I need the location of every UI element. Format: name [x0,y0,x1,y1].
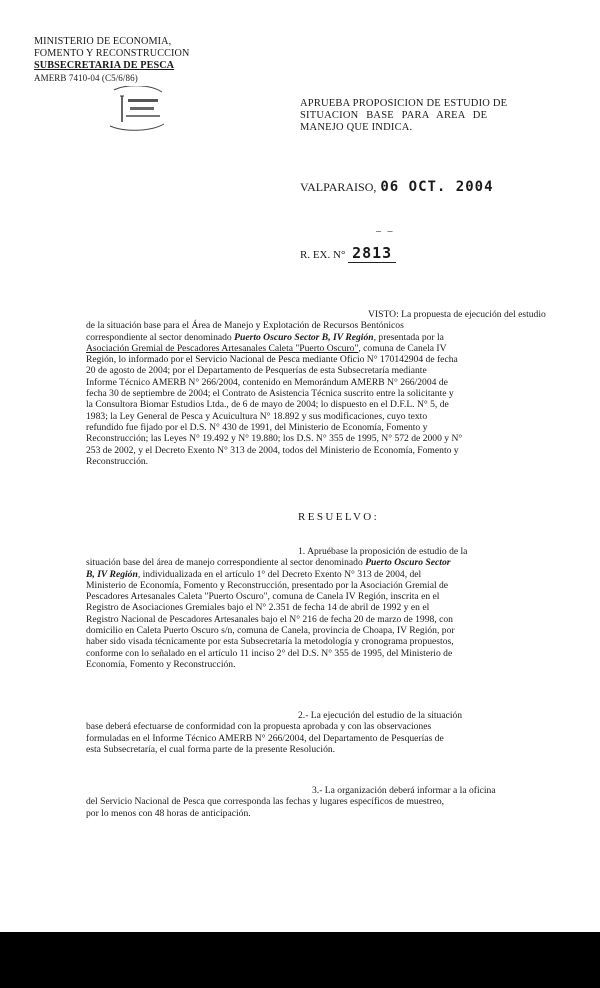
point-1-line: Economía, Fomento y Reconstrucción. [86,658,236,670]
visto-line: la Consultora Biomar Estudios Ltda., de 6 de mayo de 2004; lo dispuesto en el D.F.L. N° 5, de [86,399,449,411]
point-3-paragraph [86,785,496,819]
point-2-paragraph [86,710,462,755]
visto-line: fecha 30 de septiembre de 2004; el Contrato de Asistencia Técnica suscrito entre la solicitante y [86,388,454,400]
point-2-line: formuladas en el Informe Técnico AMERB N° 266/2004, del Departamento de Pesquerías de [86,732,444,744]
visto-line: Región, lo informado por el Servicio Nacional de Pesca mediante Oficio N° 170142904 de fecha [86,354,458,366]
visto-line: 1983; la Ley General de Pesca y Acuicultura N° 18.892 y sus modificaciones, cuyo texto [86,410,428,422]
point-3-line: por lo menos con 48 horas de anticipación. [86,807,251,819]
point-1-line: conforme con lo señalado en el artículo 11 inciso 2° del D.S. N° 355 de 1995, del Ministerio de [86,647,453,659]
subject-line-1: APRUEBA PROPOSICION DE ESTUDIO DE [300,98,508,109]
visto-line: refundido fue fijado por el D.S. N° 430 de 1991, del Ministerio de Economía, Fomento y [86,421,428,433]
visto-line: Reconstrucción. [86,455,149,467]
resolution-number [300,244,396,262]
visto-paragraph [86,309,546,467]
visto-line: VISTO: La propuesta de ejecución del estudio [368,309,546,320]
ministry-line-2: FOMENTO Y RECONSTRUCCION [34,48,190,59]
official-seal-stamp [106,86,168,132]
point-1-line: B, IV Región, individualizada en el artículo 1° del Decreto Exento N° 313 de 2004, del [86,568,422,580]
point-1-line: Pescadores Artesanales Caleta "Puerto Oscuro", comuna de Canela IV Región, inscrita en el [86,591,440,603]
subject-line-3: MANEJO QUE INDICA. [300,122,413,133]
point-1-line: Ministerio de Economía, Fomento y Reconstrucción, presentado por la Asociación Gremial de [86,579,449,591]
point-1-line: domicilio en Caleta Puerto Oscuro s/n, comuna de Canela, provincia de Choapa, IV Región, por [86,625,455,637]
resolution-prefix: R. EX. N° [300,249,346,261]
point-2-line: 2.- La ejecución del estudio de la situación [298,710,463,721]
visto-line: de la situación base para el Área de Manejo y Explotación de Recursos Bentónicos [86,320,404,332]
point-3-line: 3.- La organización deberá informar a la oficina [312,785,496,796]
point-1-line: haber sido visada técnicamente por esta Subsecretaría la metodología y cronograma propuestos, [86,636,454,648]
handwritten-dash-mark: – – [376,226,395,237]
resolution-subject [300,98,512,134]
point-2-line: base deberá efectuarse de conformidad con la propuesta aprobada y con las observaciones [86,721,432,733]
date-stamp: 06 OCT. 2004 [380,179,494,195]
scan-black-border [0,932,600,988]
ministry-line-1: MINISTERIO DE ECONOMIA, [34,36,172,47]
ministry-header [34,36,189,84]
visto-line: 20 de agosto de 2004; por el Departamento de Pesquerías de esta Subsecretaría mediante [86,365,427,377]
resuelvo-heading: RESUELVO: [298,511,380,523]
place-and-date [300,178,494,196]
point-2-line: esta Subsecretaría, el cual forma parte de la presente Resolución. [86,743,336,755]
point-1-line: Registro de Asociaciones Gremiales bajo el N° 2.351 de fecha 14 de abril de 1992 y en el [86,602,430,614]
visto-line: Reconstrucción; las Leyes N° 19.492 y N° 19.880; los D.S. N° 355 de 1995, N° 572 de 2000 y N° [86,433,463,445]
visto-line: Asociación Gremial de Pescadores Artesanales Caleta "Puerto Oscuro", comuna de Canela IV [86,342,447,354]
point-1-paragraph [86,546,467,670]
visto-line: correspondiente al sector denominado Puerto Oscuro Sector B, IV Región, presentada por la [86,331,444,343]
point-3-line: del Servicio Nacional de Pesca que corresponda las fechas y lugares específicos de muestreo, [86,796,445,808]
subject-line-2: SITUACION BASE PARA AREA DE [300,110,488,121]
subsecretaria-line: SUBSECRETARIA DE PESCA [34,60,175,71]
resolution-number-value: 2813 [348,244,396,263]
point-1-line: Registro Nacional de Pescadores Artesanales bajo el N° 216 de fecha 20 de marzo de 1998, con [86,613,453,625]
point-1-line: 1. Apruébase la proposición de estudio de la [298,546,468,557]
place-label: VALPARAISO, [300,180,377,194]
file-code: AMERB 7410-04 (C5/6/86) [34,73,138,83]
point-1-line: situación base del área de manejo correspondiente al sector denominado Puerto Oscuro Sector [86,557,451,569]
visto-line: 253 de 2002, y el Decreto Exento N° 313 de 2004, todos del Ministerio de Economía, Fomento y [86,444,459,456]
visto-line: Informe Técnico AMERB N° 266/2004, contenido en Memorándum AMERB N° 266/2004 de [86,376,448,388]
